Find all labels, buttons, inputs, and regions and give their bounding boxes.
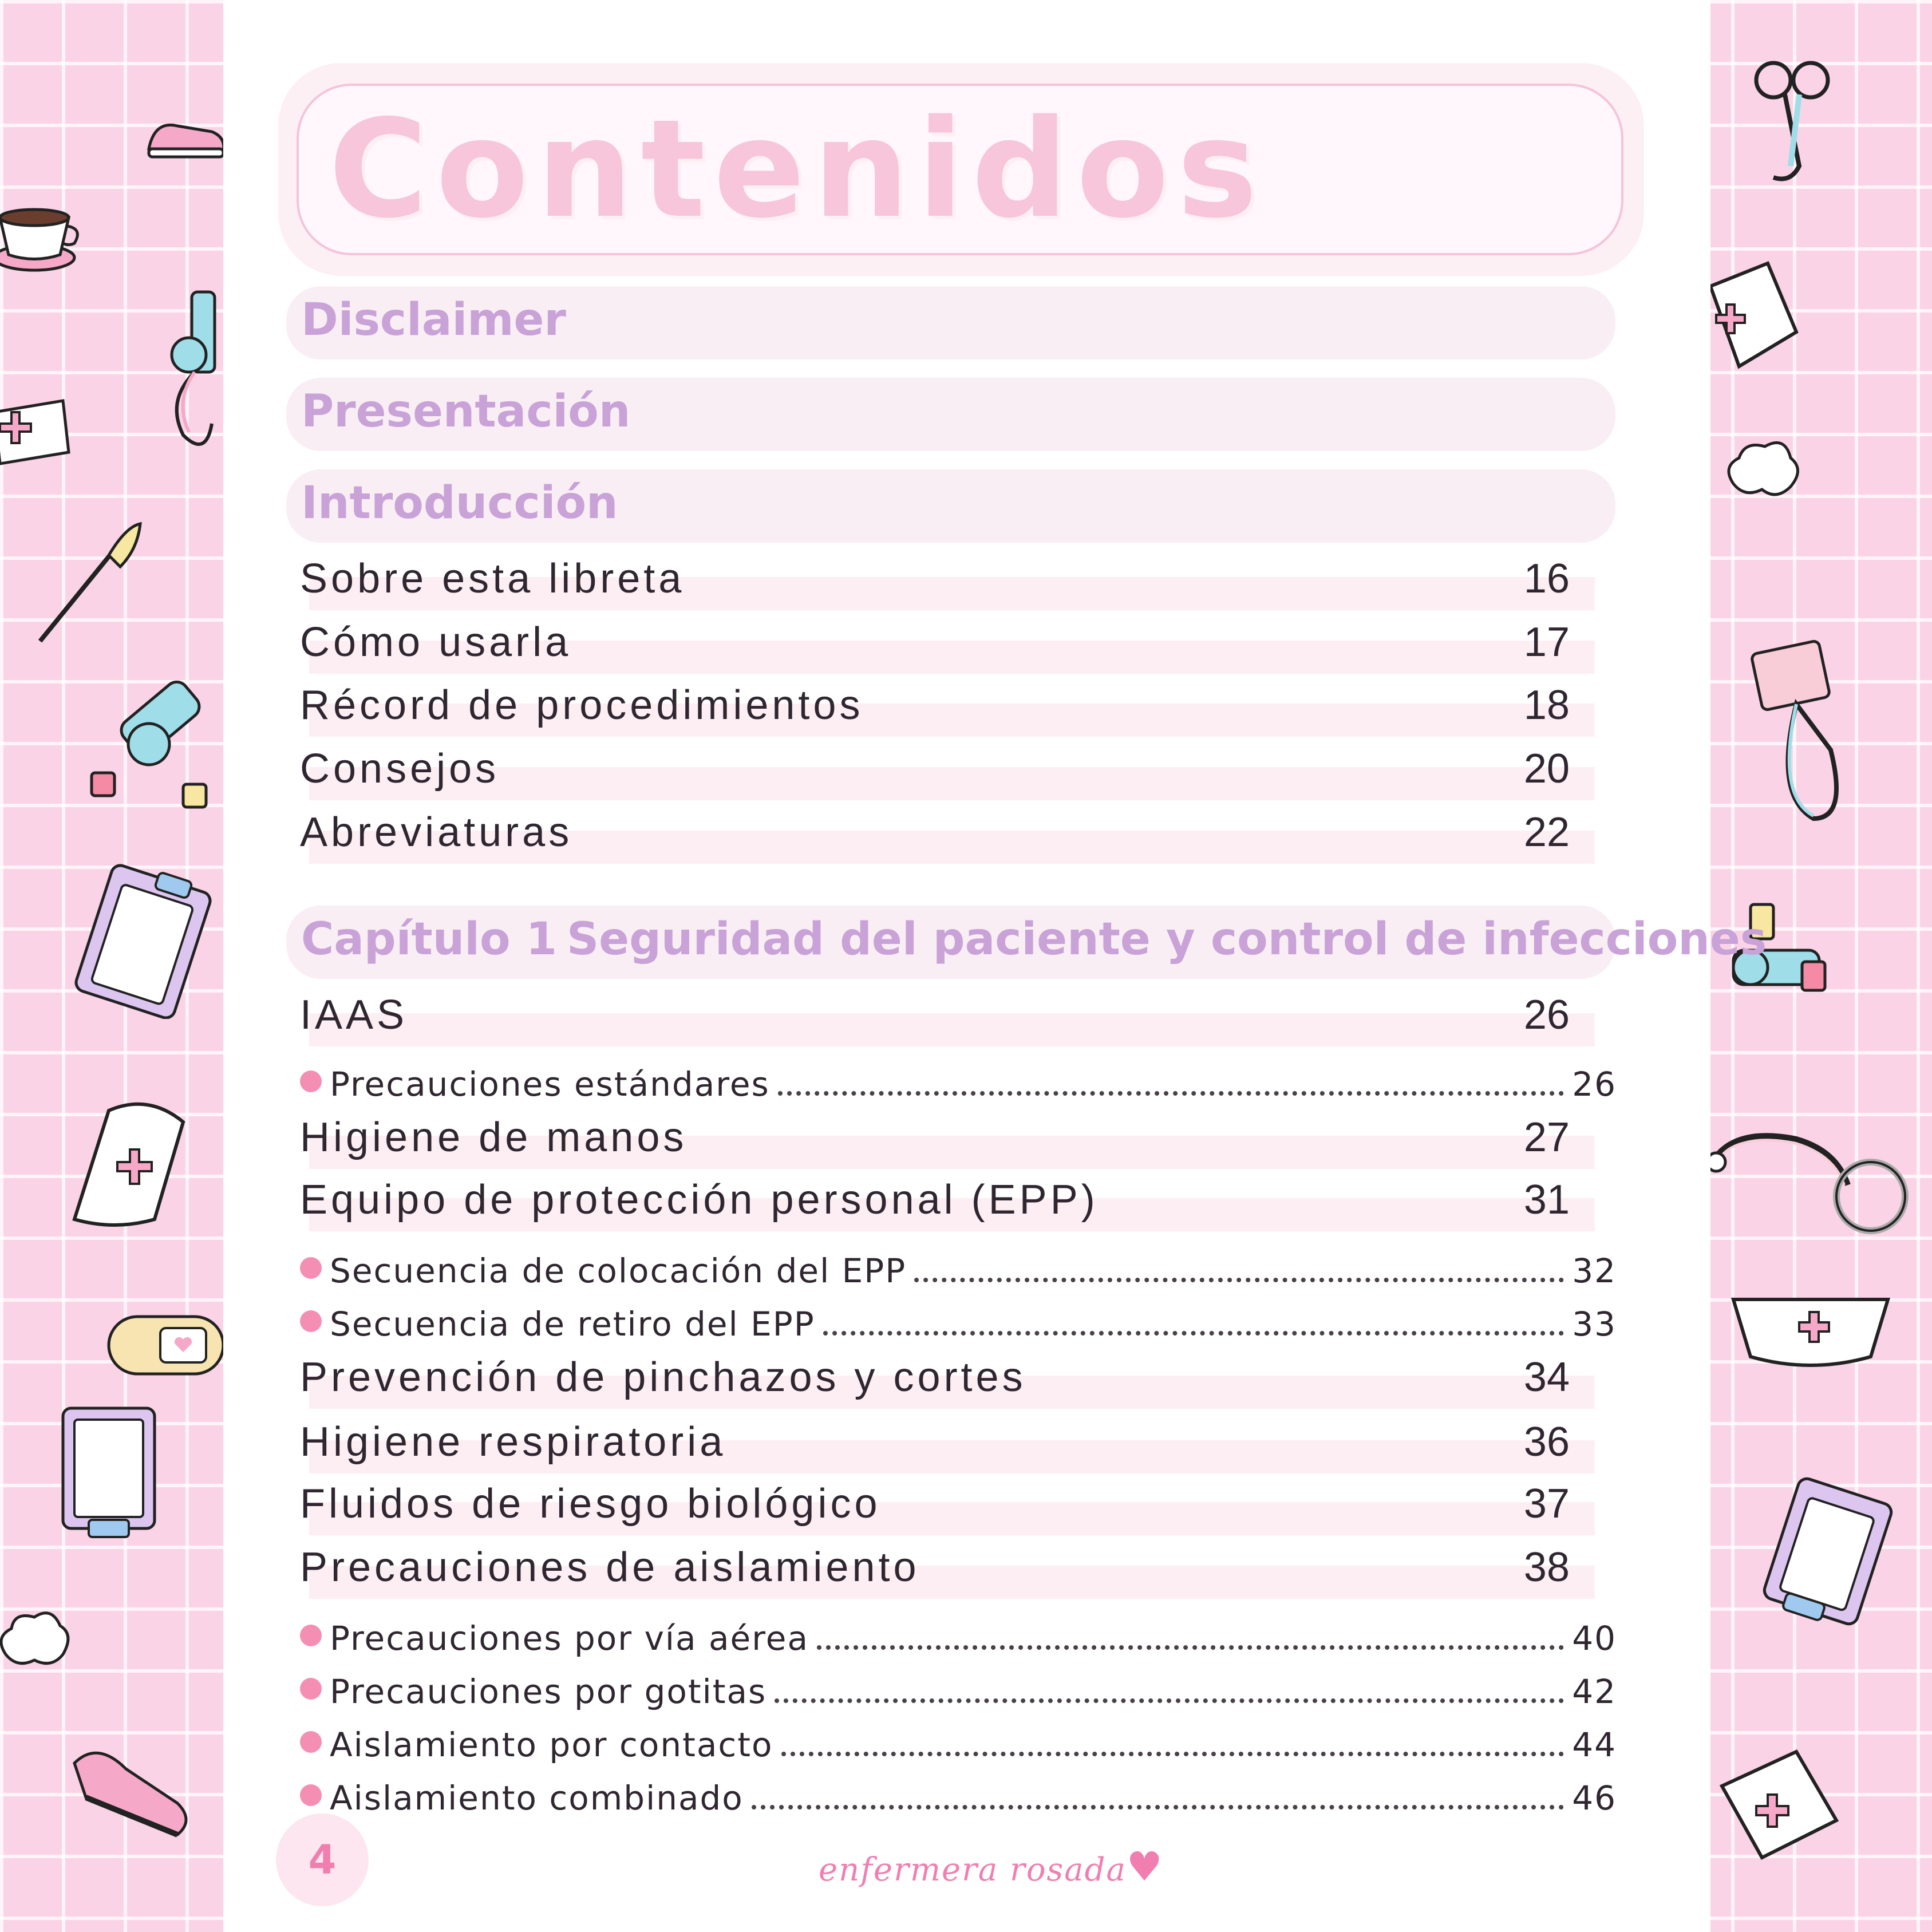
entry-label: Abreviaturas (300, 809, 573, 855)
cloud-icon (1722, 429, 1808, 515)
toc-entry[interactable] (300, 555, 1595, 613)
subentry-page: 42 (1572, 1672, 1617, 1711)
clipboard-icon (74, 859, 218, 1019)
toc-entry[interactable] (300, 1480, 1595, 1538)
entry-page: 27 (1523, 1115, 1570, 1160)
heart-icon: ♥ (1126, 1843, 1164, 1890)
scissors-icon (1745, 52, 1842, 195)
syringe-icon (86, 664, 223, 813)
clipboard-icon (57, 1402, 160, 1540)
bullet-dot-icon (300, 1310, 322, 1332)
entry-page: 37 (1523, 1481, 1570, 1527)
entry-label: Higiene respiratoria (300, 1419, 726, 1465)
subentry-label: Aislamiento combinado (330, 1779, 744, 1818)
first-aid-kit-icon (1716, 1740, 1842, 1866)
sneaker-icon (63, 1729, 200, 1843)
entry-page: 38 (1523, 1544, 1570, 1590)
iv-clamp-icon (160, 286, 223, 458)
entry-page: 16 (1523, 556, 1570, 602)
sneaker-icon (143, 103, 223, 166)
subentry-page: 40 (1572, 1619, 1617, 1658)
bullet-dot-icon (300, 1731, 322, 1753)
entry-page: 22 (1523, 809, 1570, 855)
section-disclaimer[interactable] (286, 286, 1615, 359)
chapter-number: Capítulo 1 (301, 914, 558, 965)
section-label: Disclaimer (301, 294, 566, 346)
dotted-leader (823, 1331, 1564, 1336)
nurse-cap-icon (0, 389, 74, 475)
toc-subentry[interactable] (300, 1665, 1617, 1711)
entry-page: 26 (1523, 992, 1570, 1038)
entry-page: 20 (1523, 746, 1570, 792)
entry-label: Prevención de pinchazos y cortes (300, 1354, 1026, 1400)
dotted-leader (752, 1805, 1564, 1809)
toc-entry[interactable] (300, 1114, 1595, 1171)
entry-label: Cómo usarla (300, 619, 572, 665)
cloud-icon (0, 1603, 74, 1683)
dotted-leader (775, 1698, 1564, 1703)
toc-subentry[interactable] (300, 1772, 1617, 1818)
subentry-label: Secuencia de colocación del EPP (330, 1251, 907, 1290)
subentry-label: Precauciones estándares (330, 1065, 770, 1104)
toc-subentry[interactable] (300, 1718, 1617, 1764)
bullet-dot-icon (300, 1678, 322, 1700)
dotted-leader (817, 1645, 1564, 1650)
entry-label: Higiene de manos (300, 1115, 688, 1160)
subentry-label: Aislamiento por contacto (330, 1725, 773, 1764)
toc-subentry[interactable] (300, 1298, 1617, 1344)
scalpel-icon (29, 515, 143, 653)
footer-signature (819, 1843, 1164, 1890)
dotted-leader (778, 1091, 1564, 1096)
signature-text: enfermera rosada (819, 1851, 1127, 1888)
toc-entry[interactable] (300, 619, 1595, 676)
entry-page: 31 (1523, 1177, 1570, 1223)
title-banner (278, 63, 1644, 276)
dotted-leader (781, 1752, 1564, 1756)
id-badge-icon (1751, 635, 1865, 830)
entry-page: 36 (1523, 1419, 1570, 1465)
toc-entry[interactable] (300, 1544, 1595, 1601)
clipboard-icon (1762, 1471, 1899, 1631)
section-label: Presentación (301, 386, 631, 437)
entry-page: 34 (1523, 1354, 1570, 1400)
entry-label: Consejos (300, 746, 500, 792)
bandage-icon (103, 1305, 223, 1385)
left-decoration-strip (0, 0, 223, 1932)
section-introduccion[interactable] (286, 469, 1615, 543)
bullet-dot-icon (300, 1784, 322, 1806)
toc-entry[interactable] (300, 1354, 1595, 1411)
subentry-page: 26 (1572, 1065, 1617, 1104)
subentry-page: 46 (1572, 1779, 1617, 1818)
subentry-label: Precauciones por vía aérea (330, 1619, 809, 1658)
entry-label: Sobre esta libreta (300, 556, 685, 602)
entry-label: IAAS (300, 992, 408, 1038)
contents-page (223, 0, 1767, 1932)
entry-page: 18 (1523, 682, 1570, 728)
toc-subentry[interactable] (300, 1244, 1617, 1290)
bullet-dot-icon (300, 1625, 322, 1646)
toc-entry[interactable] (300, 809, 1595, 866)
entry-label: Fluidos de riesgo biológico (300, 1481, 881, 1527)
entry-label: Equipo de protección personal (EPP) (300, 1177, 1099, 1223)
toc-subentry[interactable] (300, 1058, 1617, 1104)
right-decoration-strip (1710, 0, 1932, 1932)
highlight-band (309, 767, 1595, 800)
page-title: Contenidos (329, 90, 1266, 248)
toc-entry[interactable] (300, 991, 1595, 1049)
nurse-cap-icon (1728, 1282, 1894, 1380)
chapter-title: Seguridad del paciente y control de infecciones (567, 914, 1767, 965)
page-number-badge: 4 (276, 1814, 369, 1906)
subentry-label: Precauciones por gotitas (330, 1672, 767, 1711)
dotted-leader (914, 1278, 1564, 1282)
toc-entry[interactable] (300, 1419, 1595, 1476)
section-presentacion[interactable] (286, 378, 1615, 451)
first-aid-kit-icon (1710, 252, 1802, 378)
entry-page: 17 (1523, 619, 1570, 665)
toc-subentry[interactable] (300, 1612, 1617, 1658)
coffee-cup-icon (0, 189, 86, 280)
nurse-cap-icon (63, 1088, 195, 1236)
section-label: Introducción (301, 477, 618, 529)
toc-entry[interactable] (300, 1176, 1595, 1234)
toc-entry[interactable] (300, 745, 1595, 803)
entry-label: Precauciones de aislamiento (300, 1544, 920, 1590)
bullet-dot-icon (300, 1257, 322, 1279)
subentry-label: Secuencia de retiro del EPP (330, 1305, 815, 1344)
subentry-page: 33 (1572, 1305, 1617, 1344)
title-frame (297, 84, 1623, 255)
bullet-dot-icon (300, 1070, 322, 1092)
entry-label: Récord de procedimientos (300, 682, 864, 728)
highlight-band (309, 1013, 1595, 1046)
subentry-page: 32 (1572, 1251, 1617, 1290)
stethoscope-icon (1710, 1105, 1922, 1254)
chapter-1-heading[interactable] (286, 906, 1767, 979)
toc-entry[interactable] (300, 682, 1595, 739)
subentry-page: 44 (1572, 1725, 1617, 1764)
